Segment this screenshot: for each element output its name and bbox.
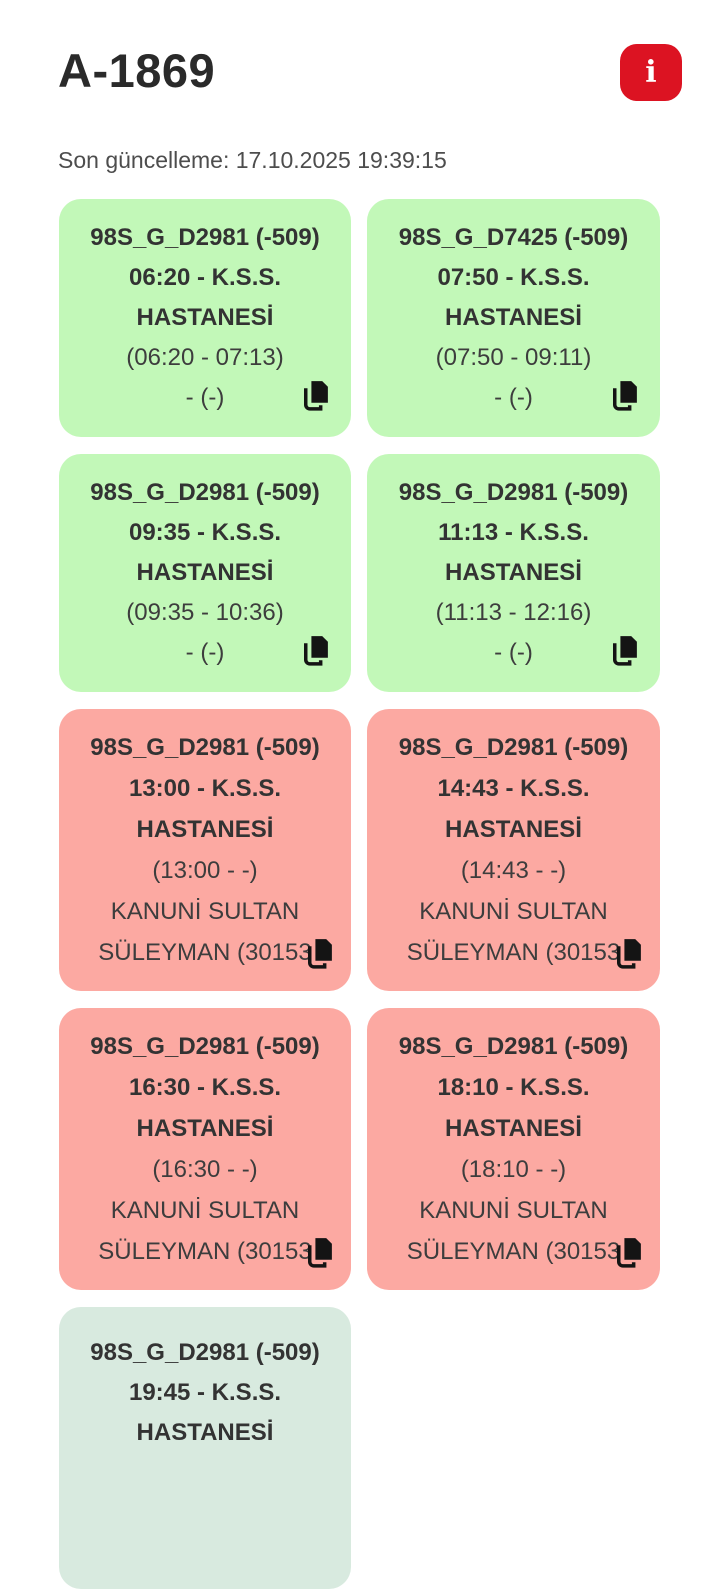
trip-title: 98S_G_D2981 (-509) 14:43 - K.S.S. HASTANESİ [398, 734, 629, 843]
trip-note: KANUNİ SULTAN SÜLEYMAN (30153 [98, 1197, 312, 1265]
copy-icon[interactable] [298, 378, 331, 413]
page-title: A-1869 [58, 44, 216, 97]
copy-icon[interactable] [607, 633, 640, 668]
trip-card[interactable] [59, 1008, 351, 1290]
info-icon: i [645, 54, 657, 90]
trip-time-range: (11:13 - 12:16) [435, 599, 592, 626]
trip-note: - (-) [494, 639, 533, 666]
trip-card[interactable] [59, 1307, 351, 1589]
trip-time-range: (06:20 - 07:13) [126, 344, 284, 371]
trip-title: 98S_G_D2981 (-509) 13:00 - K.S.S. HASTANESİ [90, 734, 320, 843]
trip-card[interactable] [367, 1008, 660, 1290]
copy-icon[interactable] [611, 936, 644, 971]
trip-note: KANUNİ SULTAN SÜLEYMAN (30153 [406, 1197, 621, 1265]
trip-time-range: (16:30 - -) [152, 1156, 258, 1183]
trip-card[interactable] [367, 454, 660, 692]
trip-note: - (-) [185, 639, 225, 666]
trip-time-range: (09:35 - 10:36) [126, 599, 284, 626]
copy-icon[interactable] [611, 1235, 644, 1270]
schedule-grid [59, 199, 660, 1589]
copy-icon[interactable] [302, 1235, 335, 1270]
last-update-text: Son güncelleme: 17.10.2025 19:39:15 [58, 147, 447, 173]
trip-title: 98S_G_D2981 (-509) 19:45 - K.S.S. HASTANESİ [90, 1339, 320, 1446]
trip-title: 98S_G_D2981 (-509) 06:20 - K.S.S. HASTANESİ [90, 224, 320, 331]
trip-card[interactable] [59, 199, 351, 437]
trip-note: KANUNİ SULTAN SÜLEYMAN (30153 [406, 898, 621, 966]
copy-icon[interactable] [302, 936, 335, 971]
trip-card[interactable] [367, 709, 660, 991]
trip-title: 98S_G_D2981 (-509) 09:35 - K.S.S. HASTANESİ [90, 479, 320, 586]
trip-title: 98S_G_D2981 (-509) 16:30 - K.S.S. HASTANESİ [90, 1033, 320, 1142]
trip-title: 98S_G_D2981 (-509) 18:10 - K.S.S. HASTANESİ [398, 1033, 629, 1142]
trip-time-range: (13:00 - -) [152, 857, 258, 884]
trip-card[interactable] [59, 709, 351, 991]
copy-icon[interactable] [298, 633, 331, 668]
trip-note: - (-) [185, 384, 225, 411]
trip-title: 98S_G_D7425 (-509) 07:50 - K.S.S. HASTANESİ [398, 224, 629, 331]
trip-note: - (-) [494, 384, 533, 411]
page-header [0, 0, 720, 101]
trip-time-range: (14:43 - -) [460, 857, 567, 884]
trip-time-range: (18:10 - -) [460, 1156, 567, 1183]
trip-time-range: (07:50 - 09:11) [435, 344, 592, 371]
info-button[interactable] [620, 44, 682, 101]
trip-title: 98S_G_D2981 (-509) 11:13 - K.S.S. HASTANESİ [398, 479, 629, 586]
trip-card[interactable] [367, 199, 660, 437]
trip-card[interactable] [59, 454, 351, 692]
trip-note: KANUNİ SULTAN SÜLEYMAN (30153 [98, 898, 312, 966]
copy-icon[interactable] [607, 378, 640, 413]
